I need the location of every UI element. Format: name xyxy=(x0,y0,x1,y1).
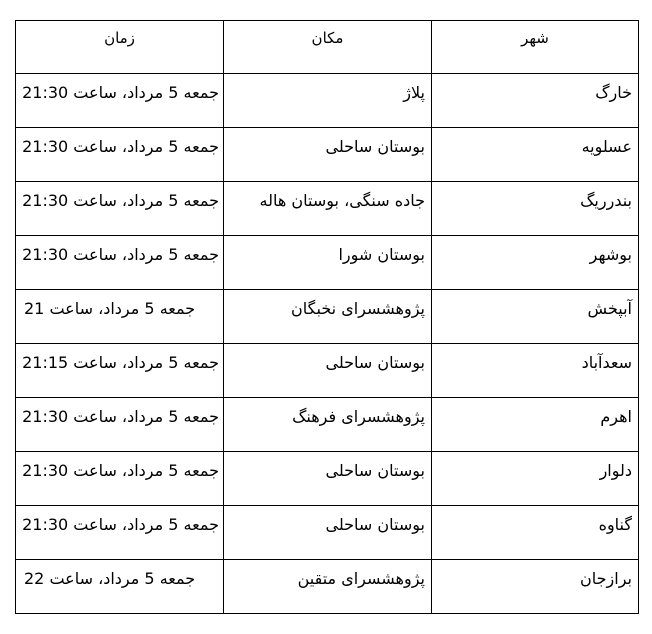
table-row xyxy=(16,398,639,452)
time-cell xyxy=(16,344,224,398)
place-cell: بوستان ساحلی xyxy=(224,452,432,506)
place-cell: پژوهشسرای نخبگان xyxy=(224,290,432,344)
time-text: جمعه 5 مرداد، ساعت 21:30 xyxy=(22,245,219,264)
place-cell: بوستان ساحلی xyxy=(224,128,432,182)
time-cell xyxy=(16,398,224,452)
place-cell: بوستان شورا xyxy=(224,236,432,290)
place-cell: پژوهشسرای متقین xyxy=(224,560,432,614)
time-text: جمعه 5 مرداد، ساعت 22 xyxy=(24,569,196,588)
time-text: جمعه 5 مرداد، ساعت 21:30 xyxy=(22,461,219,480)
table-row xyxy=(16,74,639,128)
time-text: جمعه 5 مرداد، ساعت 21:30 xyxy=(22,83,219,102)
time-text: جمعه 5 مرداد، ساعت 21 xyxy=(24,299,196,318)
header-city: شهر xyxy=(432,21,639,74)
table-row xyxy=(16,236,639,290)
table-row xyxy=(16,290,639,344)
table-row xyxy=(16,182,639,236)
time-cell xyxy=(16,452,224,506)
table-row xyxy=(16,560,639,614)
time-cell xyxy=(16,128,224,182)
place-cell: جاده سنگی، بوستان هاله xyxy=(224,182,432,236)
table-header-row xyxy=(16,21,639,74)
time-text: جمعه 5 مرداد، ساعت 21:30 xyxy=(22,191,219,210)
time-cell xyxy=(16,560,224,614)
header-time: زمان xyxy=(16,21,224,74)
time-cell xyxy=(16,506,224,560)
time-cell xyxy=(16,74,224,128)
city-cell: گناوه xyxy=(432,506,639,560)
city-cell: سعدآباد xyxy=(432,344,639,398)
time-text: جمعه 5 مرداد، ساعت 21:30 xyxy=(22,407,219,426)
city-cell: آبپخش xyxy=(432,290,639,344)
city-cell: بندرریگ xyxy=(432,182,639,236)
table-row xyxy=(16,506,639,560)
table-row xyxy=(16,128,639,182)
city-cell: اهرم xyxy=(432,398,639,452)
city-cell: بوشهر xyxy=(432,236,639,290)
city-cell: دلوار xyxy=(432,452,639,506)
time-text: جمعه 5 مرداد، ساعت 21:30 xyxy=(22,515,219,534)
place-cell: بوستان ساحلی xyxy=(224,506,432,560)
city-cell: برازجان xyxy=(432,560,639,614)
place-cell: پلاژ xyxy=(224,74,432,128)
schedule-table xyxy=(15,20,639,614)
header-place: مکان xyxy=(224,21,432,74)
time-cell xyxy=(16,182,224,236)
time-cell xyxy=(16,290,224,344)
time-text: جمعه 5 مرداد، ساعت 21:15 xyxy=(22,353,219,372)
time-cell xyxy=(16,236,224,290)
table-row xyxy=(16,344,639,398)
table-row xyxy=(16,452,639,506)
time-text: جمعه 5 مرداد، ساعت 21:30 xyxy=(22,137,219,156)
place-cell: پژوهشسرای فرهنگ xyxy=(224,398,432,452)
city-cell: عسلویه xyxy=(432,128,639,182)
city-cell: خارگ xyxy=(432,74,639,128)
place-cell: بوستان ساحلی xyxy=(224,344,432,398)
